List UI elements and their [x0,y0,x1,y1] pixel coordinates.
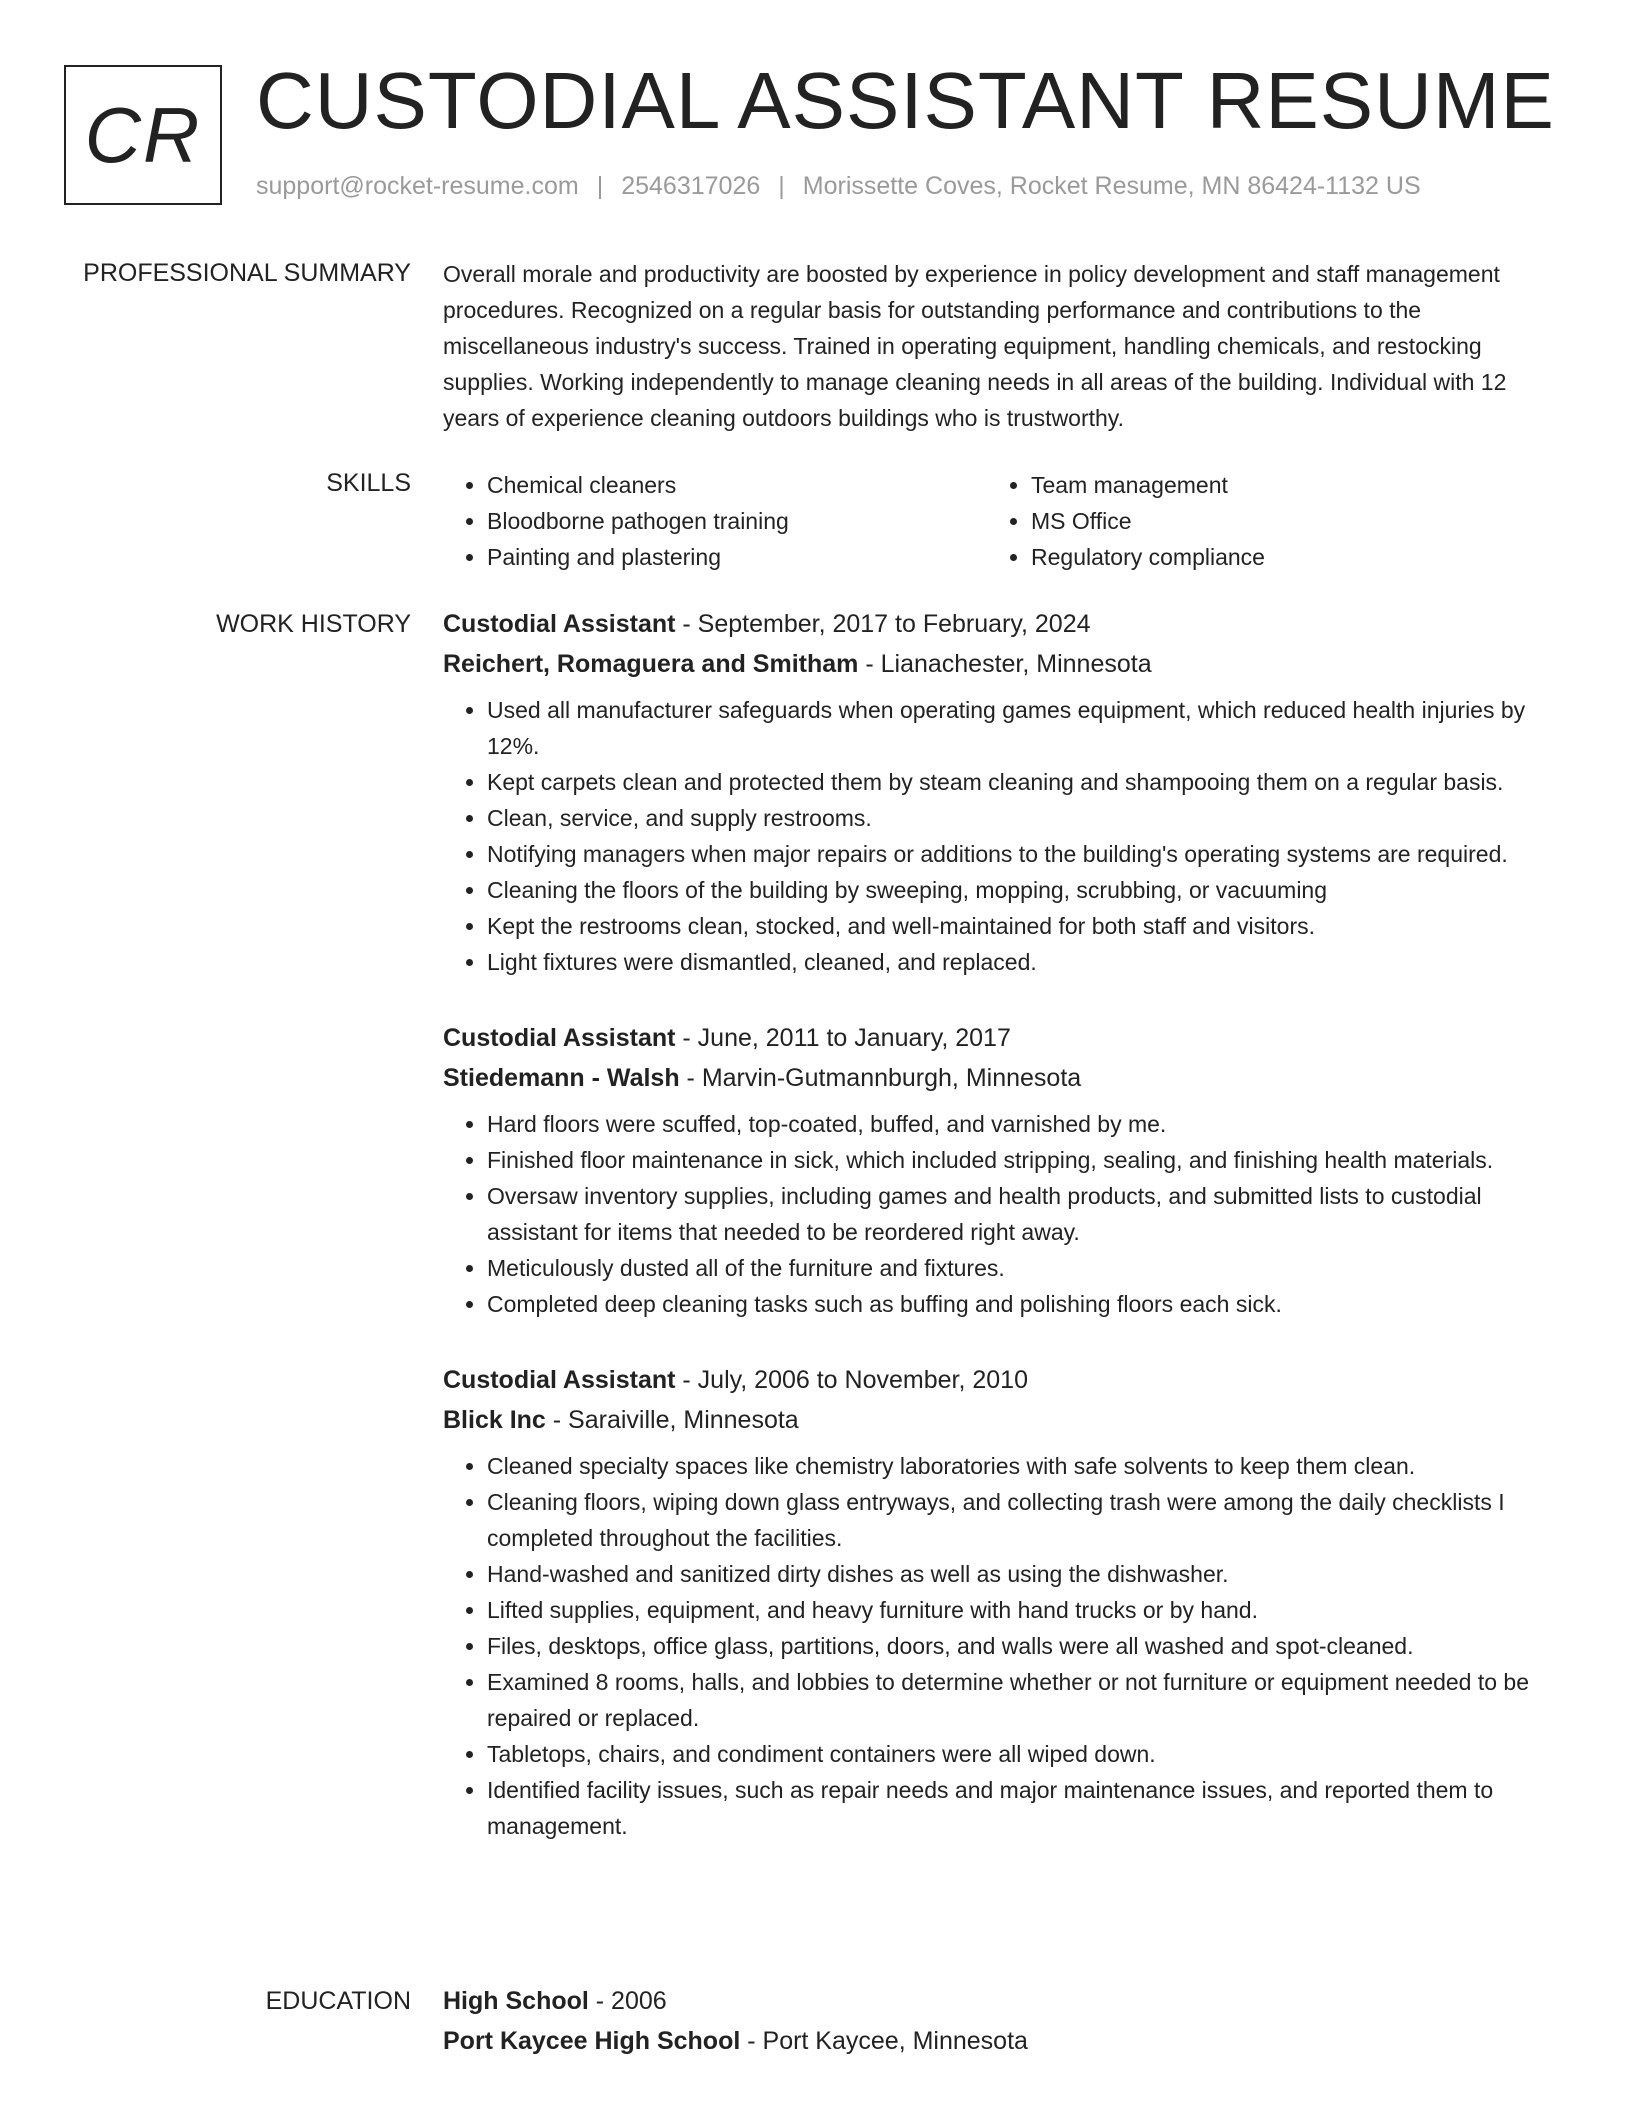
job-location: - Lianachester, Minnesota [858,650,1152,678]
job-bullet: • Clean, service, and supply restrooms. [487,800,1543,836]
education-section [443,1981,1543,2061]
section-label-skills: SKILLS [326,469,411,497]
job-company-line [443,644,1543,684]
job-company: Stiedemann - Walsh [443,1064,680,1092]
summary-section [443,256,1543,436]
education-degree: High School [443,1987,589,2015]
job-location: - Saraiville, Minnesota [545,1406,799,1434]
job-bullet: • Finished floor maintenance in sick, which included stripping, sealing, and finishing health materials. [487,1142,1543,1178]
skills-section [443,467,1543,575]
job-dates: - September, 2017 to February, 2024 [675,610,1091,638]
job-bullet: • Cleaned specialty spaces like chemistry laboratories with safe solvents to keep them clean. [487,1448,1543,1484]
job-entry [443,1018,1543,1322]
job-title-line [443,1360,1543,1400]
job-bullet: • Lifted supplies, equipment, and heavy furniture with hand trucks or by hand. [487,1592,1543,1628]
job-bullet: • Light fixtures were dismantled, cleaned, and replaced. [487,944,1543,980]
job-company-line [443,1058,1543,1098]
education-school: Port Kaycee High School [443,2027,741,2055]
skill-item: • Chemical cleaners [487,467,987,503]
skill-item: • MS Office [1031,503,1531,539]
job-bullet: • Used all manufacturer safeguards when operating games equipment, which reduced health injuries by 12%. [487,692,1543,764]
skill-item: • Regulatory compliance [1031,539,1531,575]
job-bullet: • Cleaning floors, wiping down glass entryways, and collecting trash were among the daily checklists I completed throughout the facilities. [487,1484,1543,1556]
job-bullet: • Kept the restrooms clean, stocked, and well-maintained for both staff and visitors. [487,908,1543,944]
monogram-logo [64,65,222,205]
job-entry [443,1360,1543,1844]
job-bullets [443,1106,1543,1322]
job-title: Custodial Assistant [443,610,676,638]
monogram-initials: CR [84,90,202,179]
contact-phone: 2546317026 [621,172,761,200]
job-bullet: • Meticulously dusted all of the furniture and fixtures. [487,1250,1543,1286]
job-bullet: • Kept carpets clean and protected them by steam cleaning and shampooing them on a regular basis. [487,764,1543,800]
contact-separator: | [596,172,604,200]
education-location: - Port Kaycee, Minnesota [740,2027,1028,2055]
job-company: Blick Inc [443,1406,546,1434]
section-label-education: EDUCATION [265,1987,411,2015]
job-bullet: • Hand-washed and sanitized dirty dishes as well as using the dishwasher. [487,1556,1543,1592]
skills-list-left [443,467,987,575]
job-bullet: • Cleaning the floors of the building by sweeping, mopping, scrubbing, or vacuuming [487,872,1543,908]
skills-list-right [987,467,1531,575]
job-bullet: • Completed deep cleaning tasks such as buffing and polishing floors each sick. [487,1286,1543,1322]
job-title-line [443,1018,1543,1058]
job-bullets [443,1448,1543,1844]
job-bullet: • Tabletops, chairs, and condiment containers were all wiped down. [487,1736,1543,1772]
contact-email: support@rocket-resume.com [256,172,579,200]
resume-title: CUSTODIAL ASSISTANT RESUME [256,56,1555,145]
job-bullet: • Hard floors were scuffed, top-coated, buffed, and varnished by me. [487,1106,1543,1142]
job-company-line [443,1400,1543,1440]
skill-item: • Bloodborne pathogen training [487,503,987,539]
job-dates: - July, 2006 to November, 2010 [675,1366,1028,1394]
section-label-summary: PROFESSIONAL SUMMARY [83,259,411,287]
job-location: - Marvin-Gutmannburgh, Minnesota [679,1064,1082,1092]
job-bullet: • Notifying managers when major repairs or additions to the building's operating systems are required. [487,836,1543,872]
education-degree-line [443,1981,1543,2021]
job-bullets [443,692,1543,980]
job-bullet: • Files, desktops, office glass, partitions, doors, and walls were all washed and spot-cleaned. [487,1628,1543,1664]
summary-text: Overall morale and productivity are boosted by experience in policy development and staff management procedures. Recognized on a regular basis for outstanding performance and contributions to the miscellaneous industry's success. Trained in operating equipment, handling chemicals, and restocking supplies. Working independently to manage cleaning needs in all areas of the building. Individual with 12 years of experience cleaning outdoors buildings who is trustworthy. [443,261,1507,431]
job-dates: - June, 2011 to January, 2017 [675,1024,1011,1052]
job-bullet: • Oversaw inventory supplies, including games and health products, and submitted lists to custodial assistant for items that needed to be reordered right away. [487,1178,1543,1250]
job-title: Custodial Assistant [443,1024,676,1052]
skill-item: • Painting and plastering [487,539,987,575]
job-bullet: • Identified facility issues, such as repair needs and major maintenance issues, and reported them to management. [487,1772,1543,1844]
job-title: Custodial Assistant [443,1366,676,1394]
skill-item: • Team management [1031,467,1531,503]
contact-separator: | [778,172,785,200]
education-school-line [443,2021,1543,2061]
job-company: Reichert, Romaguera and Smitham [443,650,859,678]
job-bullet: • Examined 8 rooms, halls, and lobbies to determine whether or not furniture or equipment needed to be repaired or replaced. [487,1664,1543,1736]
job-entry [443,604,1543,980]
contact-address: Morissette Coves, Rocket Resume, MN 86424-1132 US [802,172,1421,200]
job-title-line [443,604,1543,644]
contact-line [256,172,1421,201]
work-history-section [443,604,1543,1882]
section-label-work: WORK HISTORY [216,610,411,638]
education-year: - 2006 [588,1987,667,2015]
